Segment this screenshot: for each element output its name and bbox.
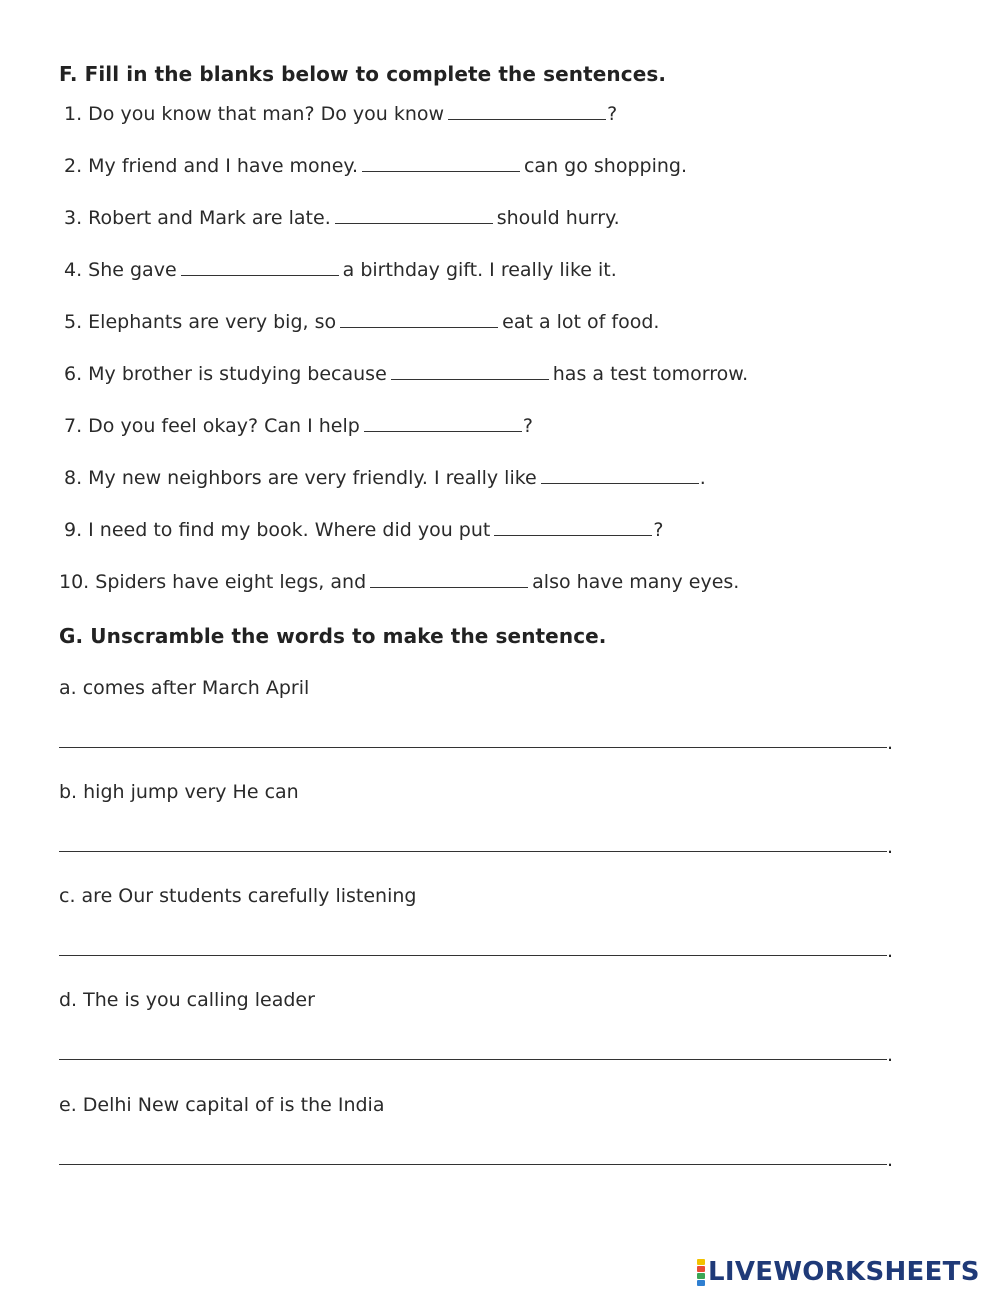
blank-field[interactable] [181,258,339,276]
section-f-title: F. Fill in the blanks below to complete the sentences. [59,62,667,86]
item-text-before: 7. Do you feel okay? Can I help [64,415,360,437]
answer-end-a: . [887,732,894,754]
item-text-after: ? [607,103,618,125]
item-text-before: 6. My brother is studying because [64,363,387,385]
answer-line-e[interactable] [59,1164,887,1165]
item-text-after: ? [522,415,533,437]
logo-mark-block [697,1273,705,1279]
answer-end-e: . [887,1149,894,1171]
blank-field[interactable] [448,102,606,120]
answer-line-c[interactable] [59,955,887,956]
fill-blank-item-8 [64,466,706,489]
fill-blank-item-6 [64,362,748,385]
item-text-after: can go shopping. [523,155,687,177]
answer-line-d[interactable] [59,1059,887,1060]
fill-blank-item-5 [64,310,659,333]
item-text-before: 3. Robert and Mark are late. [64,207,331,229]
answer-end-b: . [887,836,894,858]
logo-mark-block [697,1259,705,1265]
answer-line-b[interactable] [59,851,887,852]
item-text-before: 9. I need to find my book. Where did you put [64,519,491,541]
fill-blank-item-9 [64,518,663,541]
liveworksheets-logo-icon [697,1259,705,1286]
fill-blank-item-1 [64,102,617,125]
answer-end-c: . [887,940,894,962]
item-text-before: 1. Do you know that man? Do you know [64,103,445,125]
unscramble-prompt-e: e. Delhi New capital of is the India [59,1094,385,1116]
liveworksheets-logo [697,1257,980,1287]
blank-field[interactable] [340,310,498,328]
item-text-before: 5. Elephants are very big, so [64,311,337,333]
item-text-after: also have many eyes. [532,571,740,593]
answer-end-d: . [887,1044,894,1066]
blank-field[interactable] [362,154,520,172]
blank-field[interactable] [335,206,493,224]
unscramble-prompt-d: d. The is you calling leader [59,989,315,1011]
blank-field[interactable] [391,362,549,380]
answer-line-a[interactable] [59,747,887,748]
blank-field[interactable] [370,570,528,588]
item-text-after: should hurry. [496,207,620,229]
logo-mark-block [697,1280,705,1286]
item-text-after: . [699,467,706,489]
logo-text: LIVEWORKSHEETS [708,1257,980,1287]
fill-blank-item-2 [64,154,687,177]
unscramble-prompt-b: b. high jump very He can [59,781,299,803]
blank-field[interactable] [541,466,699,484]
fill-blank-item-7 [64,414,533,437]
fill-blank-item-10 [59,570,739,593]
item-text-before: 2. My friend and I have money. [64,155,358,177]
unscramble-prompt-a: a. comes after March April [59,677,310,699]
item-text-after: ? [653,519,664,541]
section-g-title: G. Unscramble the words to make the sentence. [59,624,607,648]
fill-blank-item-4 [64,258,617,281]
unscramble-prompt-c: c. are Our students carefully listening [59,885,417,907]
fill-blank-item-3 [64,206,620,229]
item-text-before: 8. My new neighbors are very friendly. I really like [64,467,537,489]
blank-field[interactable] [494,518,652,536]
item-text-after: eat a lot of food. [502,311,660,333]
logo-mark-block [697,1266,705,1272]
item-text-after: has a test tomorrow. [552,363,749,385]
item-text-before: 4. She gave [64,259,177,281]
blank-field[interactable] [364,414,522,432]
item-text-after: a birthday gift. I really like it. [342,259,617,281]
item-text-before: 10. Spiders have eight legs, and [59,571,367,593]
